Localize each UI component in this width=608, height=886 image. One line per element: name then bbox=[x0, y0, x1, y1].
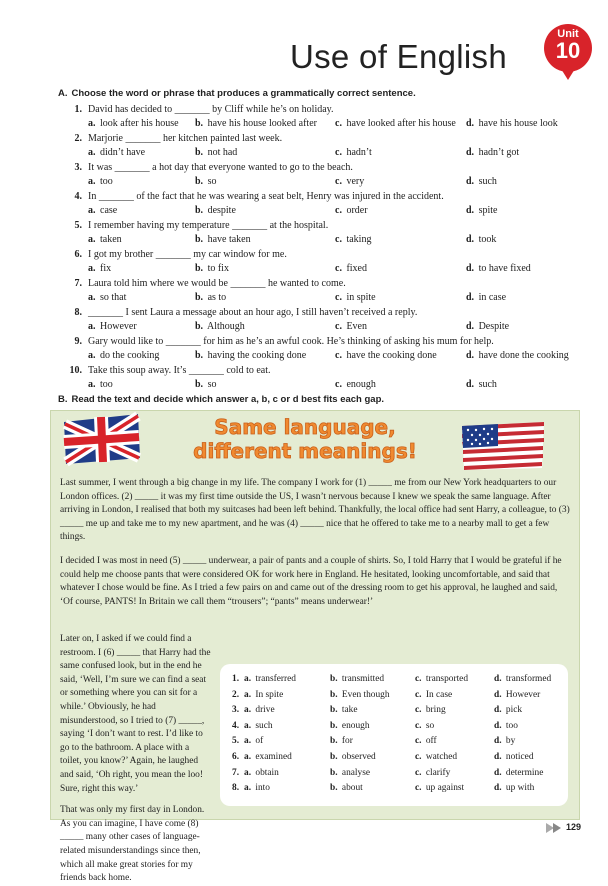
option-letter: d. bbox=[466, 234, 475, 245]
option-letter: a. bbox=[88, 176, 96, 187]
answer-number: 6. bbox=[232, 752, 240, 762]
answer-number: 1. bbox=[232, 674, 240, 684]
question-stem: Laura told him where we would be _______ he wanted to come. bbox=[88, 278, 346, 289]
option-text: despite bbox=[207, 205, 236, 216]
choice-letter: b. bbox=[330, 767, 338, 778]
choice-text: for bbox=[341, 736, 353, 747]
option-letter: b. bbox=[195, 205, 204, 216]
choice-text: such bbox=[255, 720, 273, 731]
choice-text: up against bbox=[425, 783, 465, 794]
choice-letter: a. bbox=[244, 783, 252, 794]
question-item bbox=[58, 133, 578, 162]
option-text: taken bbox=[100, 234, 122, 245]
answer-choice[interactable] bbox=[415, 736, 437, 746]
answer-choice[interactable] bbox=[494, 690, 540, 700]
answer-option[interactable] bbox=[335, 292, 376, 303]
choice-text: observed bbox=[341, 752, 376, 762]
uk-flag-icon bbox=[58, 412, 144, 468]
option-text: as to bbox=[207, 292, 227, 303]
choice-letter: a. bbox=[244, 720, 252, 731]
choice-text: bring bbox=[425, 705, 446, 716]
option-letter: a. bbox=[88, 321, 96, 332]
option-letter: b. bbox=[195, 292, 204, 303]
question-number: 8. bbox=[74, 307, 82, 318]
choice-text: transmitted bbox=[341, 674, 385, 684]
answer-choice[interactable] bbox=[415, 690, 452, 700]
option-text: Even bbox=[346, 321, 367, 332]
answer-row bbox=[232, 674, 562, 688]
choice-text: drive bbox=[255, 705, 275, 716]
choice-letter: d. bbox=[494, 752, 502, 762]
question-stem: Take this soup away. It’s _______ cold to eat. bbox=[88, 365, 271, 376]
option-letter: a. bbox=[88, 118, 96, 129]
option-text: to fix bbox=[207, 263, 229, 274]
choice-text: noticed bbox=[505, 752, 534, 762]
option-letter: b. bbox=[195, 118, 204, 129]
answer-choice[interactable] bbox=[330, 783, 363, 793]
page-number: 129 bbox=[566, 822, 582, 832]
option-text: to have fixed bbox=[478, 263, 531, 274]
answer-choice[interactable] bbox=[244, 674, 296, 684]
option-letter: c. bbox=[335, 176, 342, 187]
answer-option[interactable] bbox=[88, 321, 137, 332]
answer-option[interactable] bbox=[335, 350, 437, 361]
choice-letter: a. bbox=[244, 736, 252, 747]
question-item bbox=[58, 191, 578, 220]
answer-row bbox=[232, 752, 562, 766]
question-number: 4. bbox=[74, 191, 82, 202]
answer-choice[interactable] bbox=[494, 783, 534, 793]
answer-option[interactable] bbox=[466, 263, 531, 274]
answer-choice[interactable] bbox=[330, 752, 376, 762]
option-text: have done the cooking bbox=[478, 350, 569, 361]
answer-option[interactable] bbox=[335, 234, 371, 245]
answer-option[interactable] bbox=[466, 176, 497, 187]
answer-option[interactable] bbox=[195, 176, 216, 187]
option-text: took bbox=[478, 234, 497, 245]
choice-letter: b. bbox=[330, 689, 338, 700]
choice-letter: a. bbox=[244, 752, 252, 762]
section-b-heading bbox=[58, 394, 384, 405]
answer-choice[interactable] bbox=[244, 783, 270, 793]
choice-text: so bbox=[425, 720, 435, 731]
option-text: have his house looked after bbox=[207, 118, 317, 129]
answer-option[interactable] bbox=[335, 321, 367, 332]
question-item bbox=[58, 278, 578, 307]
question-number: 3. bbox=[74, 162, 82, 173]
question-item bbox=[58, 162, 578, 191]
answer-option[interactable] bbox=[195, 263, 229, 274]
option-text: didn’t have bbox=[100, 147, 146, 158]
option-letter: d. bbox=[466, 118, 475, 129]
question-item bbox=[58, 307, 578, 336]
question-item bbox=[58, 104, 578, 133]
choice-letter: c. bbox=[415, 720, 422, 731]
choice-text: by bbox=[505, 736, 516, 747]
choice-text: analyse bbox=[341, 767, 371, 778]
answer-number: 8. bbox=[232, 783, 240, 794]
question-item bbox=[58, 249, 578, 278]
choice-letter: c. bbox=[415, 752, 422, 762]
answer-option[interactable] bbox=[466, 321, 509, 332]
option-letter: c. bbox=[335, 350, 342, 361]
option-letter: d. bbox=[466, 263, 475, 274]
question-item bbox=[58, 220, 578, 249]
option-text: such bbox=[478, 176, 497, 187]
choice-letter: b. bbox=[330, 720, 338, 731]
question-number: 2. bbox=[74, 133, 82, 144]
answer-row bbox=[232, 768, 562, 782]
answer-option[interactable] bbox=[88, 118, 179, 129]
answer-choice[interactable] bbox=[330, 721, 370, 731]
choice-text: obtain bbox=[255, 767, 279, 778]
choice-text: too bbox=[505, 720, 518, 731]
option-letter: a. bbox=[88, 379, 96, 390]
answer-option[interactable] bbox=[195, 118, 317, 129]
answer-choice[interactable] bbox=[244, 690, 283, 700]
option-letter: b. bbox=[195, 147, 204, 158]
choice-letter: a. bbox=[244, 674, 252, 684]
answer-option[interactable] bbox=[466, 292, 506, 303]
answer-choice[interactable] bbox=[494, 752, 534, 762]
question-stem: It was _______ a hot day that everyone wanted to go to the beach. bbox=[88, 162, 353, 173]
choice-text: up with bbox=[505, 783, 535, 794]
answer-option[interactable] bbox=[466, 205, 497, 216]
us-flag-icon bbox=[458, 420, 548, 472]
answer-option[interactable] bbox=[88, 379, 113, 390]
answer-choice[interactable] bbox=[415, 783, 464, 793]
answer-choice[interactable] bbox=[330, 674, 384, 684]
choice-text: about bbox=[341, 783, 363, 794]
option-letter: c. bbox=[335, 234, 342, 245]
option-letter: d. bbox=[466, 350, 475, 361]
option-text: so bbox=[207, 176, 217, 187]
option-letter: c. bbox=[335, 147, 342, 158]
article-paragraph-4: That was only my first day in London. As you can imagine, I have come (8) _____ many other cases of language-related misunderstandings since then, which all make great stories for my friends back home. bbox=[60, 805, 205, 884]
answer-option[interactable] bbox=[466, 350, 569, 361]
option-letter: d. bbox=[466, 147, 475, 158]
choice-letter: d. bbox=[494, 720, 502, 731]
choice-letter: c. bbox=[415, 767, 422, 778]
question-number: 7. bbox=[74, 278, 82, 289]
choice-text: In case bbox=[425, 689, 453, 700]
answer-number: 5. bbox=[232, 736, 240, 747]
unit-label: Unit bbox=[557, 28, 579, 40]
choice-letter: d. bbox=[494, 705, 502, 716]
answer-choice[interactable] bbox=[494, 736, 515, 746]
answer-option[interactable] bbox=[88, 234, 122, 245]
section-a-letter: A. bbox=[58, 88, 68, 99]
option-letter: d. bbox=[466, 321, 475, 332]
option-text: fix bbox=[100, 263, 112, 274]
choice-letter: c. bbox=[415, 674, 422, 684]
option-text: taking bbox=[346, 234, 372, 245]
answer-option[interactable] bbox=[88, 147, 145, 158]
option-letter: c. bbox=[335, 205, 342, 216]
answer-choice[interactable] bbox=[330, 690, 390, 700]
question-number: 5. bbox=[74, 220, 82, 231]
option-letter: b. bbox=[195, 263, 204, 274]
answer-option[interactable] bbox=[335, 118, 456, 129]
option-text: too bbox=[100, 379, 113, 390]
option-letter: c. bbox=[335, 321, 342, 332]
unit-badge bbox=[544, 24, 592, 72]
question-item bbox=[58, 336, 578, 365]
answer-choice[interactable] bbox=[415, 705, 446, 715]
answer-number: 7. bbox=[232, 767, 240, 778]
option-text: do the cooking bbox=[100, 350, 160, 361]
choice-letter: b. bbox=[330, 705, 338, 716]
page-title: Use of English bbox=[290, 38, 507, 75]
answer-option[interactable] bbox=[195, 292, 226, 303]
answer-choice[interactable] bbox=[415, 674, 468, 684]
option-letter: b. bbox=[195, 350, 204, 361]
choice-text: take bbox=[341, 705, 358, 716]
article-banner-title bbox=[170, 415, 440, 463]
choice-letter: c. bbox=[415, 783, 422, 794]
choice-text: watched bbox=[425, 752, 458, 762]
section-b-letter: B. bbox=[58, 394, 68, 405]
option-letter: a. bbox=[88, 234, 96, 245]
option-text: spite bbox=[478, 205, 498, 216]
answer-option[interactable] bbox=[88, 350, 159, 361]
unit-number: 10 bbox=[555, 38, 581, 63]
option-letter: c. bbox=[335, 379, 342, 390]
option-letter: b. bbox=[195, 321, 204, 332]
option-text: have taken bbox=[207, 234, 251, 245]
option-text: hadn’t bbox=[346, 147, 372, 158]
choice-letter: c. bbox=[415, 689, 422, 700]
option-letter: a. bbox=[88, 263, 96, 274]
option-text: in spite bbox=[346, 292, 376, 303]
answer-option[interactable] bbox=[335, 263, 367, 274]
option-text: not had bbox=[207, 147, 238, 158]
option-text: too bbox=[100, 176, 113, 187]
answer-option[interactable] bbox=[335, 205, 368, 216]
choice-text: transformed bbox=[505, 674, 552, 684]
answer-choice[interactable] bbox=[415, 768, 450, 778]
option-letter: c. bbox=[335, 263, 342, 274]
question-item bbox=[58, 365, 578, 394]
article-paragraph-3-text: Later on, I asked if we could find a restroom. I (6) _____ that Harry had the same confused look, but in the end he said, ‘Well, I’m sure we can find a seat or something where you can sit for a while.’ Obviously, he had misunderstood, so I tried to (7) _____, saying ‘I don’t want to rest. I’d like to go to the bathroom. A place with a toilet, you know?’ Again, he laughed and said, ‘Oh right, you mean the loo! Sure, right this way.’ bbox=[60, 634, 211, 794]
answer-option[interactable] bbox=[195, 321, 245, 332]
answer-option[interactable] bbox=[195, 147, 237, 158]
answer-option[interactable] bbox=[88, 205, 117, 216]
answer-option[interactable] bbox=[466, 234, 496, 245]
option-text: case bbox=[100, 205, 118, 216]
choice-text: determine bbox=[505, 767, 544, 778]
answer-row bbox=[232, 721, 562, 735]
answer-choice[interactable] bbox=[415, 721, 434, 731]
answer-row bbox=[232, 690, 562, 704]
answer-choice[interactable] bbox=[494, 721, 518, 731]
option-text: enough bbox=[346, 379, 376, 390]
option-text: Although bbox=[207, 321, 245, 332]
question-stem: David has decided to _______ by Cliff while he’s on holiday. bbox=[88, 104, 334, 115]
answer-option[interactable] bbox=[195, 379, 216, 390]
answer-option[interactable] bbox=[335, 147, 372, 158]
answer-choice[interactable] bbox=[244, 721, 273, 731]
choice-letter: b. bbox=[330, 674, 338, 684]
option-text: fixed bbox=[346, 263, 367, 274]
option-letter: d. bbox=[466, 292, 475, 303]
choice-letter: d. bbox=[494, 736, 502, 747]
choice-letter: a. bbox=[244, 705, 252, 716]
choice-letter: a. bbox=[244, 689, 252, 700]
answer-choice[interactable] bbox=[494, 705, 522, 715]
choice-text: into bbox=[255, 783, 270, 794]
choice-text: enough bbox=[341, 720, 370, 731]
option-letter: c. bbox=[335, 292, 342, 303]
answer-choice[interactable] bbox=[244, 736, 263, 746]
option-letter: b. bbox=[195, 234, 204, 245]
option-text: so bbox=[207, 379, 217, 390]
banner-line-2: different meanings! bbox=[193, 439, 417, 463]
answer-option[interactable] bbox=[335, 176, 364, 187]
choice-text: examined bbox=[255, 752, 292, 762]
choice-text: In spite bbox=[255, 689, 284, 700]
choice-text: transported bbox=[425, 674, 469, 684]
answer-row bbox=[232, 705, 562, 719]
option-letter: a. bbox=[88, 350, 96, 361]
question-stem: Gary would like to _______ for him as he’s an awful cook. He’s thinking of asking his mum for help. bbox=[88, 336, 494, 347]
question-stem: In _______ of the fact that he was wearing a seat belt, Henry was injured in the accident. bbox=[88, 191, 444, 202]
question-stem: I remember having my temperature _______ at the hospital. bbox=[88, 220, 329, 231]
choice-text: transferred bbox=[255, 674, 296, 684]
answer-option[interactable] bbox=[466, 379, 497, 390]
option-text: Despite bbox=[478, 321, 510, 332]
article-paragraph-1: Last summer, I went through a big change in my life. The company I work for (1) _____ me from our New York headquarters to our London offices. (2) _____ it was my first time outside the US, I wasn’t nervous because I knew we speak the same language. After arriving in London, I realised that both my suitcases had been left behind. Thankfully, the local office had sent Harry, a colleague, to (3) _____ me up and take me to my new apartment, and he was (4) _____ nice that he offered to take me to a nearby mall to get a few things. bbox=[60, 478, 570, 543]
option-letter: a. bbox=[88, 147, 96, 158]
option-letter: b. bbox=[195, 176, 204, 187]
answer-option[interactable] bbox=[88, 263, 111, 274]
choice-letter: c. bbox=[415, 705, 422, 716]
option-letter: d. bbox=[466, 205, 475, 216]
question-stem: _______ I sent Laura a message about an hour ago, I still haven’t received a reply. bbox=[88, 307, 418, 318]
choice-text: Even though bbox=[341, 689, 390, 700]
choice-letter: b. bbox=[330, 752, 338, 762]
question-number: 6. bbox=[74, 249, 82, 260]
answer-number: 3. bbox=[232, 705, 240, 716]
answer-choice[interactable] bbox=[330, 768, 370, 778]
option-text: have looked after his house bbox=[346, 118, 456, 129]
answer-option[interactable] bbox=[466, 118, 558, 129]
option-text: very bbox=[346, 176, 365, 187]
section-a-instruction: Choose the word or phrase that produces a grammatically correct sentence. bbox=[71, 88, 416, 99]
answer-options-box bbox=[220, 664, 568, 806]
article-paragraph-2: I decided I was most in need (5) _____ underwear, a pair of pants and a couple of shirts. So, I told Harry that I would be grateful if he could help me choose pants that were considered OK for work here in England. He hesitated, looking uncomfortable, and said that whatever I chose would be fine. As I tried a few pairs on and came out of the dressing room to get his approval, he laughed and said, ‘Of course, PANTS! In Britain we call them “trousers”; “pants” means underwear!’ bbox=[60, 556, 562, 607]
answer-option[interactable] bbox=[88, 176, 113, 187]
choice-text: However bbox=[505, 689, 541, 700]
question-number: 1. bbox=[74, 104, 82, 115]
choice-letter: c. bbox=[415, 736, 422, 747]
choice-letter: b. bbox=[330, 736, 338, 747]
choice-text: of bbox=[255, 736, 264, 747]
section-b-instruction: Read the text and decide which answer a, b, c or d best fits each gap. bbox=[71, 394, 385, 405]
option-letter: d. bbox=[466, 176, 475, 187]
answer-option[interactable] bbox=[195, 234, 251, 245]
question-number: 9. bbox=[74, 336, 82, 347]
option-letter: b. bbox=[195, 379, 204, 390]
option-text: order bbox=[346, 205, 368, 216]
answer-number: 4. bbox=[232, 720, 240, 731]
answer-choice[interactable] bbox=[330, 736, 353, 746]
answer-option[interactable] bbox=[88, 292, 126, 303]
option-letter: d. bbox=[466, 379, 475, 390]
section-a-heading bbox=[58, 88, 416, 99]
option-letter: a. bbox=[88, 205, 96, 216]
question-stem: Marjorie _______ her kitchen painted last week. bbox=[88, 133, 283, 144]
answer-choice[interactable] bbox=[244, 705, 275, 715]
option-text: However bbox=[100, 321, 137, 332]
option-letter: c. bbox=[335, 118, 342, 129]
choice-text: clarify bbox=[425, 767, 451, 778]
answer-choice[interactable] bbox=[494, 768, 543, 778]
answer-number: 2. bbox=[232, 689, 240, 700]
option-text: in case bbox=[478, 292, 507, 303]
question-number: 10. bbox=[69, 365, 82, 376]
choice-letter: d. bbox=[494, 767, 502, 778]
page-arrow-icon-2 bbox=[553, 823, 561, 833]
option-text: have the cooking done bbox=[346, 350, 437, 361]
choice-letter: d. bbox=[494, 783, 502, 794]
option-text: hadn’t got bbox=[478, 147, 520, 158]
answer-choice[interactable] bbox=[244, 768, 279, 778]
answer-option[interactable] bbox=[195, 205, 236, 216]
question-stem: I got my brother _______ my car window for me. bbox=[88, 249, 287, 260]
answer-choice[interactable] bbox=[415, 752, 457, 762]
answer-option[interactable] bbox=[466, 147, 519, 158]
option-text: so that bbox=[100, 292, 127, 303]
map-pin-icon bbox=[558, 64, 578, 80]
answer-choice[interactable] bbox=[244, 752, 292, 762]
banner-line-1: Same language, bbox=[214, 415, 396, 439]
option-text: look after his house bbox=[100, 118, 179, 129]
option-text: such bbox=[478, 379, 497, 390]
answer-option[interactable] bbox=[335, 379, 376, 390]
choice-text: pick bbox=[505, 705, 523, 716]
option-text: having the cooking done bbox=[207, 350, 307, 361]
answer-option[interactable] bbox=[195, 350, 306, 361]
choice-letter: b. bbox=[330, 783, 338, 794]
question-list bbox=[58, 104, 578, 394]
answer-choice[interactable] bbox=[494, 674, 551, 684]
option-text: have his house look bbox=[478, 118, 558, 129]
answer-row bbox=[232, 736, 562, 750]
answer-choice[interactable] bbox=[330, 705, 358, 715]
choice-letter: d. bbox=[494, 674, 502, 684]
option-letter: a. bbox=[88, 292, 96, 303]
answer-row bbox=[232, 783, 562, 797]
choice-letter: a. bbox=[244, 767, 252, 778]
choice-letter: d. bbox=[494, 689, 502, 700]
choice-text: off bbox=[425, 736, 437, 747]
